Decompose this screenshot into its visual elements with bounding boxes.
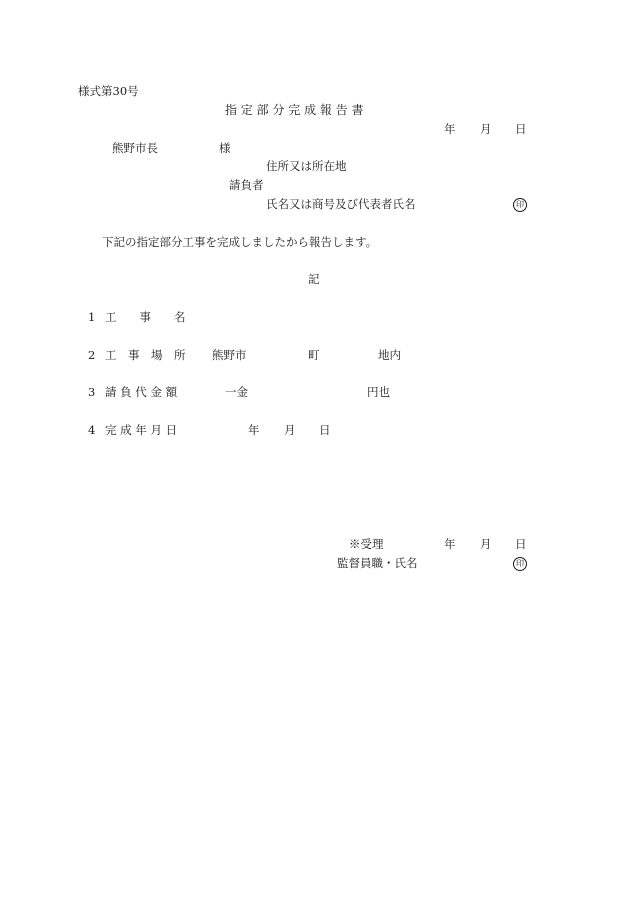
form-number: 様式第30号 — [78, 84, 139, 98]
inspector-label: 監督員職・氏名 — [337, 556, 418, 570]
date-year: 年 — [444, 122, 456, 136]
body-text: 下記の指定部分工事を完成しましたから報告します。 — [102, 235, 378, 249]
item-label: 工 事 名 — [105, 310, 186, 324]
date-month: 月 — [480, 122, 492, 136]
receipt-label: ※受理 — [349, 537, 384, 551]
address-label: 住所又は所在地 — [266, 159, 347, 173]
receipt-month: 月 — [480, 537, 492, 551]
location-town: 町 — [308, 348, 320, 362]
completion-day: 日 — [319, 423, 331, 437]
location-city: 熊野市 — [212, 348, 247, 362]
addressee-name: 熊野市長 — [112, 141, 158, 155]
contractor-role-label: 請負者 — [229, 178, 264, 192]
ki-heading: 記 — [308, 272, 320, 286]
contractor-name-label: 氏名又は商号及び代表者氏名 — [266, 197, 416, 211]
completion-month: 月 — [284, 423, 296, 437]
receipt-year: 年 — [444, 537, 456, 551]
completion-year: 年 — [248, 423, 260, 437]
document-title: 指 定 部 分 完 成 報 告 書 — [225, 103, 364, 117]
item-number: 3 — [88, 385, 96, 399]
amount-prefix: 一金 — [225, 385, 248, 399]
item-label: 工 事 場 所 — [105, 348, 186, 362]
receipt-day: 日 — [515, 537, 527, 551]
contractor-seal-icon: 印 — [513, 198, 527, 212]
date-day: 日 — [515, 122, 527, 136]
amount-suffix: 円也 — [367, 385, 390, 399]
item-number: 2 — [88, 348, 96, 362]
item-label: 完 成 年 月 日 — [105, 423, 178, 437]
addressee-honorific: 様 — [219, 141, 231, 155]
item-label: 請 負 代 金 額 — [105, 385, 178, 399]
location-area: 地内 — [378, 348, 401, 362]
inspector-seal-icon: 印 — [513, 557, 527, 571]
item-number: 4 — [88, 423, 96, 437]
item-number: 1 — [88, 310, 96, 324]
